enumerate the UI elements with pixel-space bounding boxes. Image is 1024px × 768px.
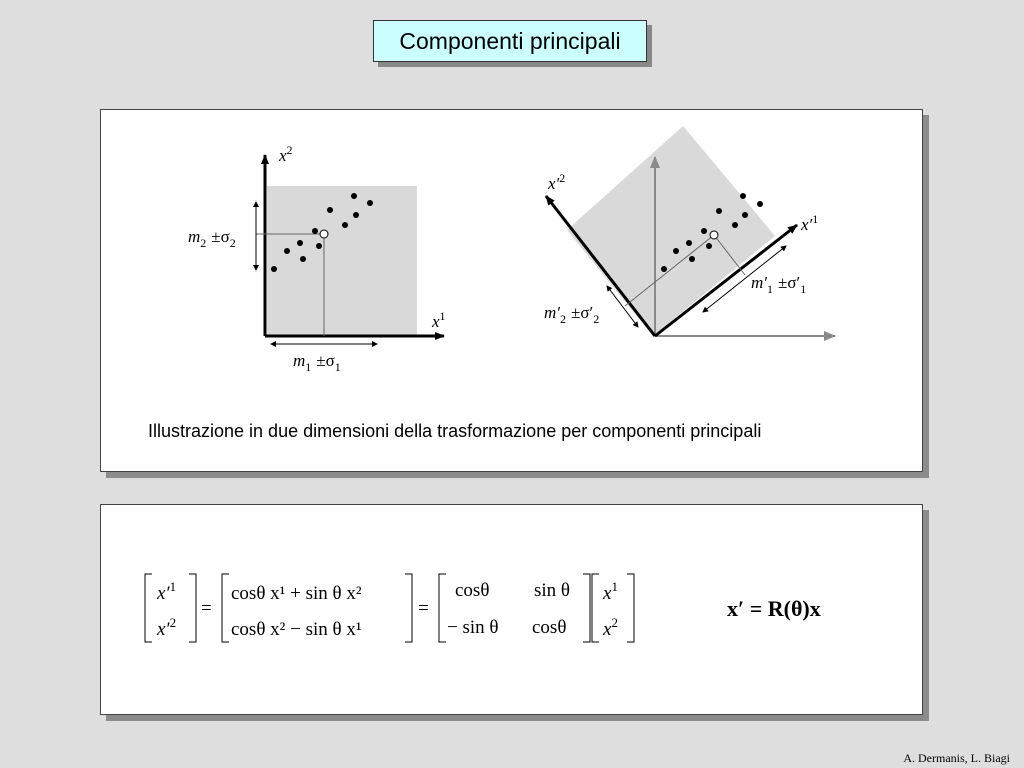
left-diagram [188,143,446,374]
label-m2p-sigma2p: $m'_2 \pm\sigma'_2$ [544,303,600,326]
data-point [367,200,373,206]
bracket [189,574,196,642]
data-point [686,240,692,246]
vec-bottom: $x^2$ [603,615,618,640]
bracket [439,574,446,642]
data-point [351,193,357,199]
data-point [716,208,722,214]
label-m1-sigma1: $m_1 \pm\sigma_1$ [293,351,341,374]
data-point [300,256,306,262]
data-point [284,248,290,254]
vec-top: $x^1$ [603,579,618,604]
compact-equation: x′ = R(θ)x [727,596,821,621]
data-point [316,243,322,249]
label-x2: $x^2$ [279,143,293,165]
lhs-top: $x'^1$ [157,579,177,604]
label-x1: $x^1$ [432,309,446,331]
figure-caption: Illustrazione in due dimensioni della trasformazione per componenti principali [148,421,762,441]
data-point [689,256,695,262]
matrix-d: cosθ [532,617,567,638]
data-point [297,240,303,246]
data-point [661,266,667,272]
label-m2-sigma2: $m_2 \pm\sigma_2$ [188,227,236,250]
label-x1-prime: $x'^1$ [801,212,819,234]
mean-point-right [710,231,718,239]
data-region [267,186,417,336]
right-diagram [544,126,835,336]
mid-bottom: cosθ x² − sin θ x¹ [231,619,362,640]
data-point [327,207,333,213]
data-point [742,212,748,218]
data-point [757,201,763,207]
equals-2: = [418,598,429,619]
data-point [740,193,746,199]
lhs-bottom: $x'^2$ [157,615,177,640]
footer-authors: A. Dermanis, L. Biagi [903,751,1010,765]
equation-text [156,579,821,640]
bracket [405,574,412,642]
data-point [271,266,277,272]
slide-title: Componenti principali [399,28,621,54]
mid-top: cosθ x¹ + sin θ x² [231,583,362,604]
mean-point [320,230,328,238]
data-point [673,248,679,254]
label-m1p-sigma1p: $m'_1 \pm\sigma'_1$ [751,273,807,296]
data-point [312,228,318,234]
bracket [145,574,152,642]
data-point [701,228,707,234]
bracket [627,574,634,642]
matrix-c: − sin θ [447,617,499,638]
data-point [706,243,712,249]
rotated-data-region [567,126,775,336]
data-point [353,212,359,218]
label-x2-prime: $x'^2$ [548,171,566,193]
matrix-a: cosθ [455,580,490,601]
bracket [583,574,590,642]
data-point [732,222,738,228]
data-point [342,222,348,228]
bracket [222,574,229,642]
equals-1: = [201,598,212,619]
matrix-b: sin θ [534,580,571,601]
bracket [592,574,599,642]
